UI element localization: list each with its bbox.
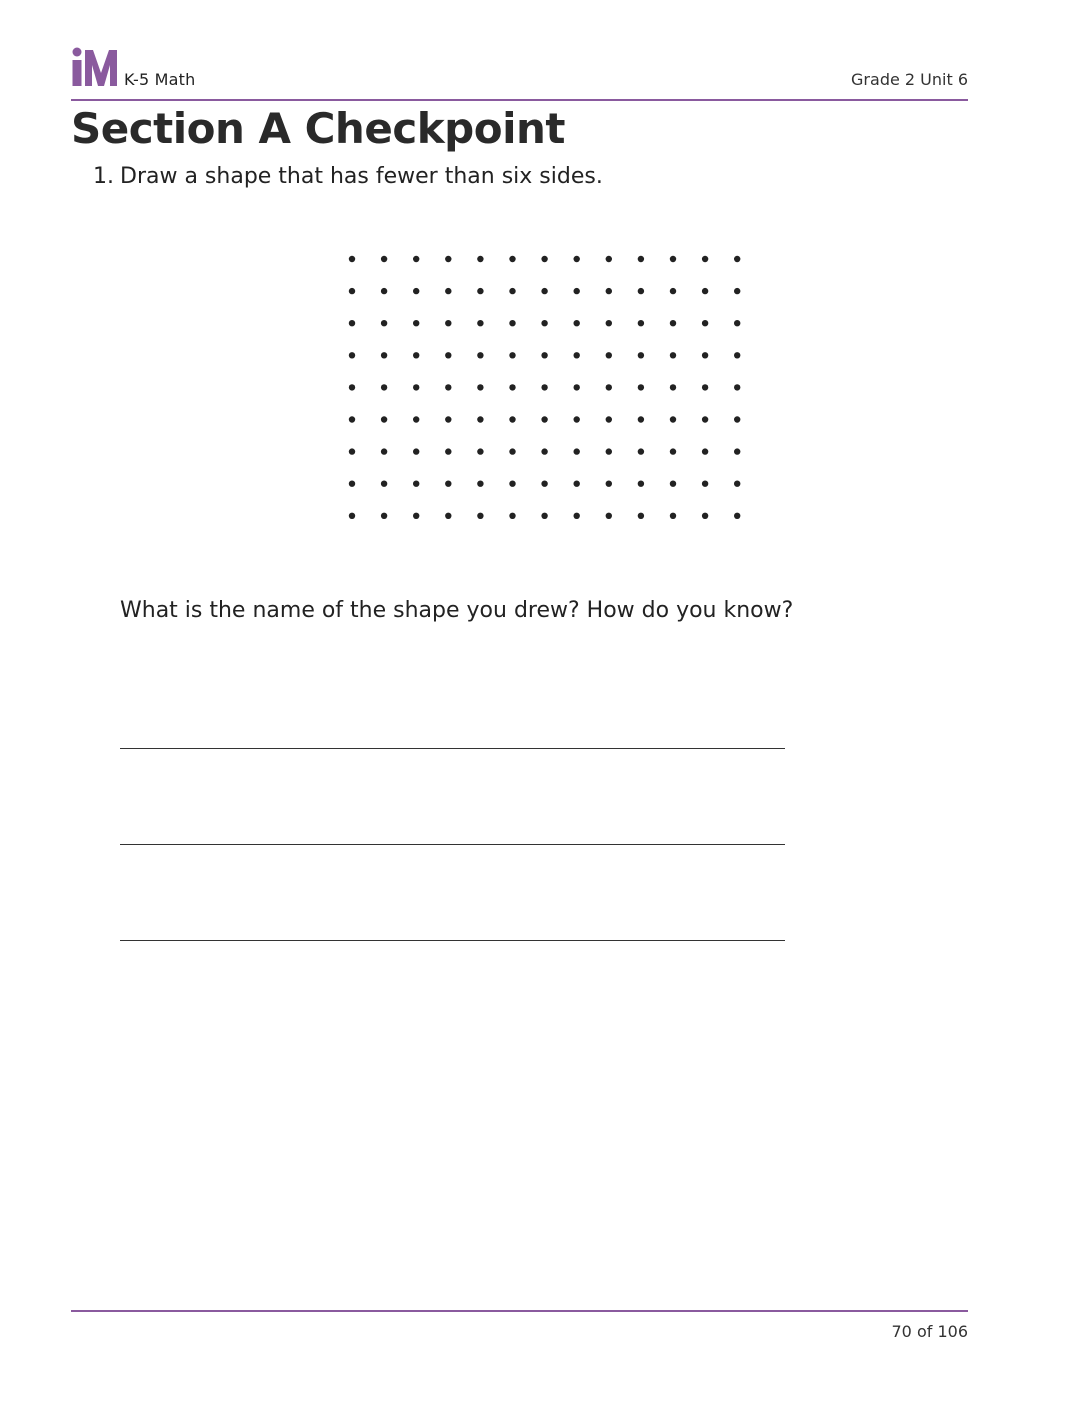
grid-dot	[638, 352, 644, 358]
footer-divider	[71, 1310, 968, 1312]
grid-dot	[477, 513, 483, 519]
grid-dot	[445, 448, 451, 454]
question-number: 1.	[93, 164, 114, 189]
grid-dot	[638, 448, 644, 454]
grid-dot	[445, 320, 451, 326]
grid-dot	[413, 416, 419, 422]
grade-unit-label: Grade 2 Unit 6	[851, 70, 968, 89]
page-title: Section A Checkpoint	[71, 104, 565, 153]
grid-dot	[381, 256, 387, 262]
grid-dot	[638, 320, 644, 326]
grid-dot	[509, 384, 515, 390]
grid-dot	[574, 513, 580, 519]
grid-dot	[638, 513, 644, 519]
brand-label: K-5 Math	[124, 70, 196, 89]
grid-dot	[509, 352, 515, 358]
grid-dot	[606, 320, 612, 326]
header-divider	[71, 99, 968, 101]
answer-line[interactable]	[120, 940, 785, 941]
grid-dot	[509, 320, 515, 326]
answer-line[interactable]	[120, 844, 785, 845]
grid-dot	[445, 416, 451, 422]
grid-dot	[349, 416, 355, 422]
grid-dot	[670, 256, 676, 262]
grid-dot	[381, 352, 387, 358]
grid-dot	[670, 352, 676, 358]
grid-dot	[413, 256, 419, 262]
grid-dot	[734, 288, 740, 294]
grid-dot	[606, 256, 612, 262]
grid-dot	[349, 352, 355, 358]
grid-dot	[413, 288, 419, 294]
grid-dot	[574, 416, 580, 422]
grid-dot	[381, 513, 387, 519]
grid-dot	[477, 352, 483, 358]
grid-dot	[574, 448, 580, 454]
grid-dot	[638, 288, 644, 294]
grid-dot	[349, 384, 355, 390]
grid-dot	[509, 416, 515, 422]
grid-dot	[413, 448, 419, 454]
grid-dot	[541, 352, 547, 358]
grid-dot	[670, 384, 676, 390]
grid-dot	[445, 513, 451, 519]
grid-dot	[638, 256, 644, 262]
question-text: Draw a shape that has fewer than six sides.	[120, 164, 603, 189]
grid-dot	[413, 384, 419, 390]
grid-dot	[477, 481, 483, 487]
grid-dot	[734, 416, 740, 422]
grid-dot	[734, 352, 740, 358]
grid-dot	[349, 513, 355, 519]
grid-dot	[477, 320, 483, 326]
grid-dot	[509, 481, 515, 487]
grid-dot	[638, 384, 644, 390]
grid-dot	[638, 481, 644, 487]
grid-dot	[349, 288, 355, 294]
grid-dot	[606, 513, 612, 519]
grid-dot	[381, 320, 387, 326]
grid-dot	[670, 513, 676, 519]
grid-dot	[670, 320, 676, 326]
grid-dot	[541, 481, 547, 487]
grid-dot	[606, 416, 612, 422]
grid-dot	[413, 513, 419, 519]
grid-dot	[606, 384, 612, 390]
grid-dot	[734, 513, 740, 519]
grid-dot	[670, 448, 676, 454]
grid-dot	[381, 288, 387, 294]
grid-dot	[445, 481, 451, 487]
grid-dot	[606, 288, 612, 294]
grid-dot	[702, 384, 708, 390]
grid-dot	[606, 352, 612, 358]
grid-dot	[477, 288, 483, 294]
grid-dot	[541, 320, 547, 326]
grid-dot	[381, 481, 387, 487]
grid-dot	[574, 384, 580, 390]
grid-dot	[574, 352, 580, 358]
grid-dot	[541, 416, 547, 422]
grid-dot	[509, 256, 515, 262]
grid-dot	[734, 256, 740, 262]
grid-dot	[477, 448, 483, 454]
grid-dot	[349, 320, 355, 326]
grid-dot	[702, 416, 708, 422]
grid-dot	[734, 448, 740, 454]
grid-dot	[381, 448, 387, 454]
grid-dot	[702, 448, 708, 454]
grid-dot	[574, 320, 580, 326]
grid-dot	[381, 416, 387, 422]
grid-dot	[670, 416, 676, 422]
grid-dot	[413, 320, 419, 326]
grid-dot	[702, 513, 708, 519]
grid-dot	[509, 288, 515, 294]
grid-dot	[702, 352, 708, 358]
grid-dot	[477, 384, 483, 390]
grid-dot	[670, 481, 676, 487]
grid-dot	[638, 416, 644, 422]
grid-dot	[702, 481, 708, 487]
grid-dot	[541, 513, 547, 519]
grid-dot	[477, 416, 483, 422]
grid-dot	[574, 288, 580, 294]
grid-dot	[702, 320, 708, 326]
grid-dot	[509, 448, 515, 454]
im-logo-icon	[71, 47, 119, 87]
grid-dot	[349, 448, 355, 454]
grid-dot	[670, 288, 676, 294]
grid-dot	[413, 481, 419, 487]
grid-dot	[702, 288, 708, 294]
grid-dot	[541, 448, 547, 454]
dot-grid-drawing-area[interactable]	[340, 248, 750, 528]
follow-up-prompt: What is the name of the shape you drew? How do you know?	[120, 598, 794, 623]
grid-dot	[702, 256, 708, 262]
grid-dot	[477, 256, 483, 262]
grid-dot	[349, 481, 355, 487]
grid-dot	[445, 288, 451, 294]
grid-dot	[606, 481, 612, 487]
grid-dot	[734, 384, 740, 390]
grid-dot	[445, 384, 451, 390]
grid-dot	[349, 256, 355, 262]
grid-dot	[574, 481, 580, 487]
grid-dot	[734, 481, 740, 487]
grid-dot	[606, 448, 612, 454]
grid-dot	[541, 384, 547, 390]
grid-dot	[445, 256, 451, 262]
grid-dot	[541, 288, 547, 294]
answer-line[interactable]	[120, 748, 785, 749]
grid-dot	[381, 384, 387, 390]
grid-dot	[413, 352, 419, 358]
grid-dot	[734, 320, 740, 326]
grid-dot	[541, 256, 547, 262]
grid-dot	[445, 352, 451, 358]
grid-dot	[574, 256, 580, 262]
page-number: 70 of 106	[891, 1322, 968, 1341]
grid-dot	[509, 513, 515, 519]
